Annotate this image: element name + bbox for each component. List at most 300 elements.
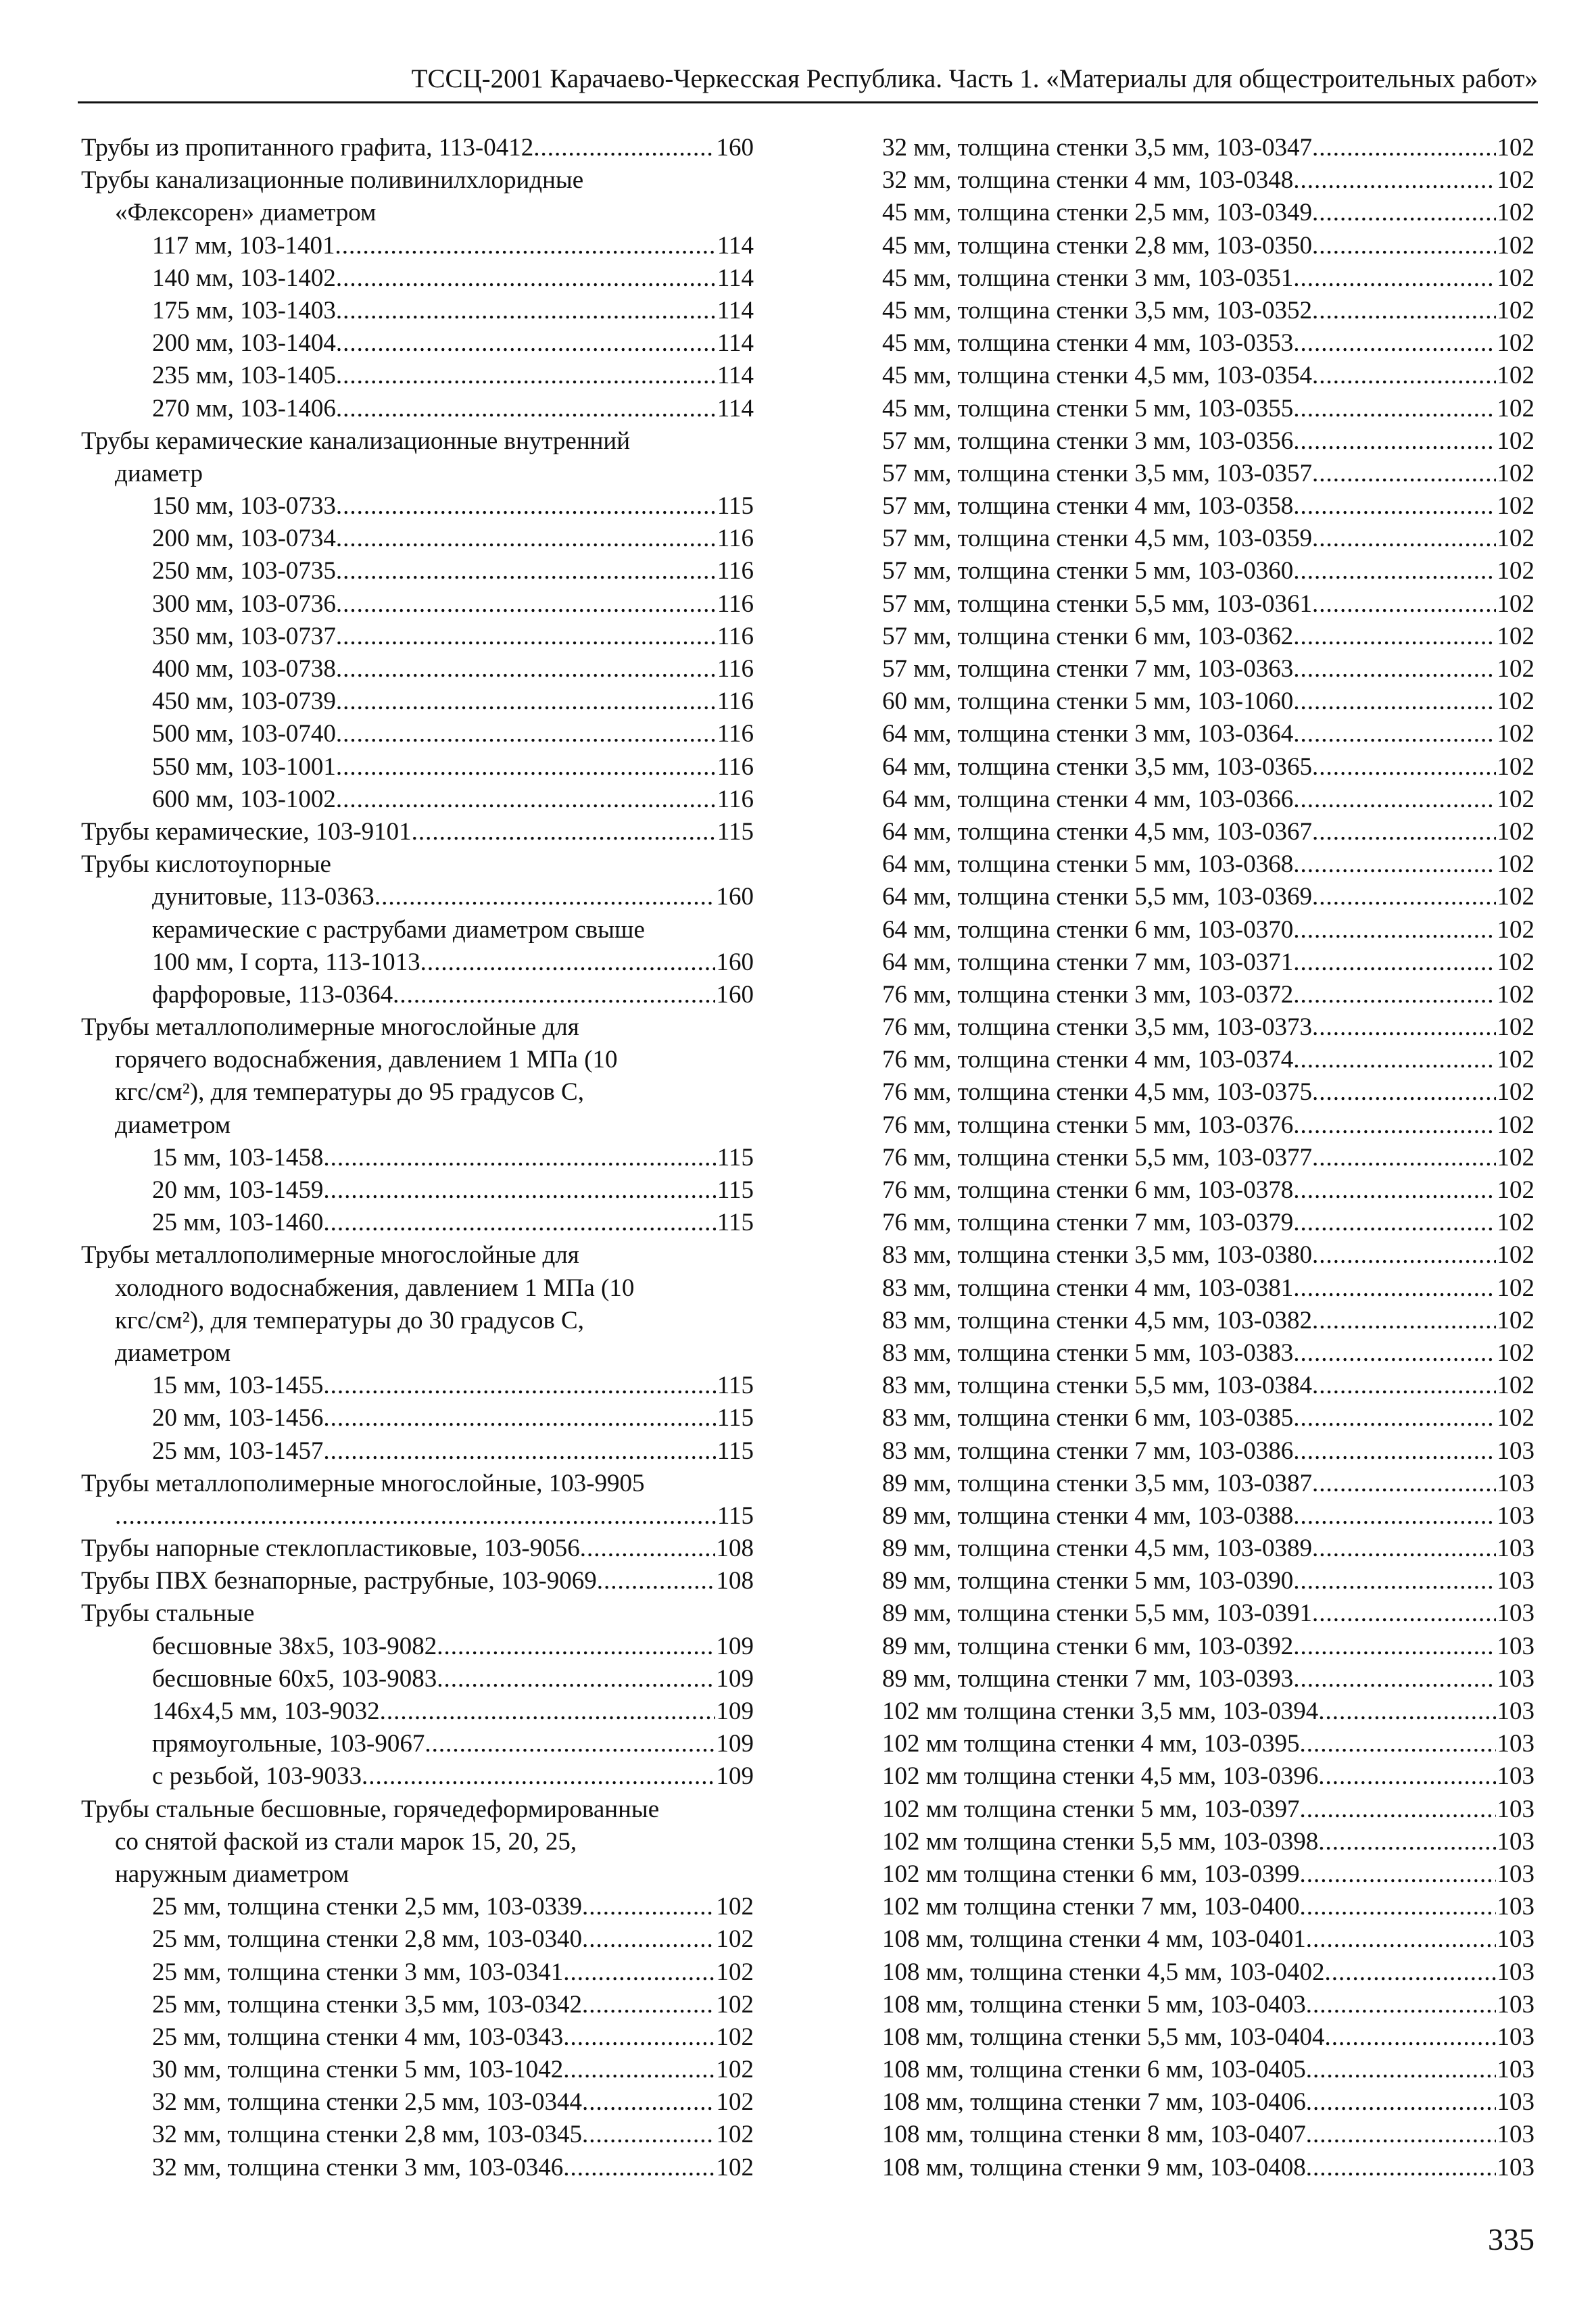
dot-leader <box>323 1207 715 1239</box>
entry-page: 102 <box>1497 459 1534 487</box>
index-entry <box>882 1305 1534 1337</box>
index-entry <box>81 197 754 229</box>
page-number: 335 <box>1488 2222 1534 2257</box>
dot-leader <box>1293 490 1495 523</box>
index-entry <box>882 1174 1534 1207</box>
entry-text: 57 мм, толщина стенки 3,5 мм, 103-0357 <box>882 459 1312 487</box>
entry-text: 270 мм, 103-1406 <box>152 394 336 423</box>
index-entry <box>81 914 754 946</box>
index-entry <box>81 1565 754 1597</box>
dot-leader <box>1312 1239 1496 1272</box>
dot-leader <box>580 1533 715 1565</box>
entry-text: 450 мм, 103-0739 <box>152 687 336 716</box>
entry-text: 57 мм, толщина стенки 5 мм, 103-0360 <box>882 557 1294 585</box>
index-entry <box>81 1239 754 1272</box>
entry-text: 350 мм, 103-0737 <box>152 622 336 650</box>
entry-text: 64 мм, толщина стенки 4,5 мм, 103-0367 <box>882 817 1312 846</box>
entry-page: 115 <box>717 1372 754 1400</box>
dot-leader <box>1312 1305 1496 1337</box>
dot-leader <box>362 1760 715 1793</box>
entry-text: 64 мм, толщина стенки 3 мм, 103-0364 <box>882 720 1294 748</box>
dot-leader <box>323 1370 715 1402</box>
entry-page: 102 <box>1497 362 1534 390</box>
index-entry <box>882 295 1534 327</box>
index-entry <box>81 1533 754 1565</box>
index-entry <box>81 1207 754 1239</box>
index-entry <box>81 621 754 653</box>
entry-text: 25 мм, толщина стенки 4 мм, 103-0343 <box>152 2023 564 2051</box>
entry-page: 114 <box>717 362 754 390</box>
index-entry <box>81 718 754 750</box>
entry-text: 108 мм, толщина стенки 8 мм, 103-0407 <box>882 2121 1306 2149</box>
entry-text: наружным диаметром <box>115 1860 349 1888</box>
index-entry <box>81 1826 754 1858</box>
index-entry <box>882 685 1534 718</box>
index-entry <box>882 783 1534 816</box>
entry-text: 76 мм, толщина стенки 4 мм, 103-0374 <box>882 1046 1294 1074</box>
entry-text: 100 мм, I сорта, 113-1013 <box>152 948 420 976</box>
index-entry <box>81 295 754 327</box>
entry-page: 102 <box>1497 1306 1534 1334</box>
entry-page: 102 <box>716 2088 754 2117</box>
entry-page: 115 <box>717 1176 754 1204</box>
entry-text: 108 мм, толщина стенки 7 мм, 103-0406 <box>882 2088 1306 2117</box>
entry-page: 102 <box>1497 329 1534 358</box>
entry-text: 102 мм толщина стенки 7 мм, 103-0400 <box>882 1893 1300 1921</box>
index-entry <box>81 816 754 848</box>
entry-text: Трубы ПВХ безнапорные, раструбные, 103-9069 <box>81 1567 597 1595</box>
entry-page: 102 <box>1497 1013 1534 1042</box>
index-entry <box>882 230 1534 262</box>
entry-text: 200 мм, 103-0734 <box>152 525 336 553</box>
dot-leader <box>1293 783 1495 816</box>
dot-leader <box>1293 262 1495 295</box>
dot-leader <box>533 132 715 164</box>
index-entry <box>882 588 1534 621</box>
dot-leader <box>1306 2152 1496 2184</box>
entry-text: 89 мм, толщина стенки 4,5 мм, 103-0389 <box>882 1535 1312 1563</box>
index-entry <box>81 2054 754 2086</box>
index-entry <box>882 1793 1534 1826</box>
index-entry <box>882 1826 1534 1858</box>
dot-leader <box>1312 230 1496 262</box>
index-entry <box>81 1989 754 2021</box>
entry-text: Трубы из пропитанного графита, 113-0412 <box>81 134 534 162</box>
entry-text: 300 мм, 103-0736 <box>152 589 336 618</box>
dot-leader <box>1312 360 1496 392</box>
index-entry <box>81 1109 754 1142</box>
entry-page: 102 <box>1497 199 1534 227</box>
dot-leader <box>336 523 716 555</box>
entry-text: 32 мм, толщина стенки 3,5 мм, 103-0347 <box>882 134 1312 162</box>
index-entry <box>81 1076 754 1109</box>
index-entry <box>81 1337 754 1370</box>
entry-text: диаметром <box>115 1111 231 1139</box>
entry-text: 150 мм, 103-0733 <box>152 492 336 521</box>
dot-leader <box>335 230 716 262</box>
entry-page: 102 <box>1497 1046 1534 1074</box>
entry-page: 103 <box>1497 2056 1534 2084</box>
entry-page: 102 <box>1497 1209 1534 1237</box>
index-entry <box>882 393 1534 425</box>
entry-text: 25 мм, толщина стенки 2,8 мм, 103-0340 <box>152 1925 582 1954</box>
dot-leader <box>336 295 716 327</box>
dot-leader <box>1312 1533 1496 1565</box>
entry-text: 500 мм, 103-0740 <box>152 720 336 748</box>
dot-leader <box>1312 132 1496 164</box>
entry-page: 102 <box>1497 785 1534 813</box>
dot-leader <box>336 718 716 750</box>
dot-leader <box>1293 1402 1495 1434</box>
index-entry <box>81 2021 754 2054</box>
index-entry <box>81 1272 754 1305</box>
index-entry <box>81 1728 754 1760</box>
index-entry <box>882 1631 1534 1663</box>
index-entry <box>81 523 754 555</box>
entry-text: 64 мм, толщина стенки 6 мм, 103-0370 <box>882 915 1294 944</box>
entry-page: 116 <box>717 752 754 781</box>
index-entry <box>81 1174 754 1207</box>
entry-page: 102 <box>1497 296 1534 324</box>
index-entry <box>882 1337 1534 1370</box>
entry-page: 116 <box>717 589 754 618</box>
entry-page: 102 <box>1497 622 1534 650</box>
entry-page: 103 <box>1497 1730 1534 1758</box>
entry-text: 64 мм, толщина стенки 3,5 мм, 103-0365 <box>882 752 1312 781</box>
dot-leader <box>437 1631 715 1663</box>
entry-page: 103 <box>1497 1795 1534 1823</box>
dot-leader <box>1300 1728 1496 1760</box>
entry-page: 115 <box>717 1143 754 1172</box>
entry-page: 102 <box>716 1893 754 1921</box>
dot-leader <box>1293 1174 1495 1207</box>
index-entry <box>81 783 754 816</box>
entry-page: 102 <box>1497 1143 1534 1172</box>
index-entry <box>81 1858 754 1891</box>
entry-page: 102 <box>1497 492 1534 521</box>
entry-text: Трубы металлополимерные многослойные, 103-9905 <box>81 1469 645 1497</box>
index-entry <box>882 1500 1534 1533</box>
entry-text: 102 мм толщина стенки 5,5 мм, 103-0398 <box>882 1827 1319 1856</box>
entry-text: 83 мм, толщина стенки 5 мм, 103-0383 <box>882 1338 1294 1367</box>
entry-page: 102 <box>1497 1274 1534 1302</box>
dot-leader <box>1312 1142 1496 1174</box>
entry-page: 102 <box>716 2056 754 2084</box>
dot-leader <box>336 685 716 718</box>
dot-leader <box>1318 1760 1495 1793</box>
dot-leader <box>336 360 716 392</box>
entry-page: 103 <box>1497 1958 1534 1986</box>
index-entry <box>882 1076 1534 1109</box>
entry-page: 102 <box>1497 166 1534 195</box>
entry-text: 108 мм, толщина стенки 4 мм, 103-0401 <box>882 1925 1306 1954</box>
index-entry <box>882 2152 1534 2184</box>
dot-leader <box>336 751 716 783</box>
entry-page: 102 <box>716 1990 754 2019</box>
entry-text: кгс/см²), для температуры до 30 градусов С, <box>115 1306 584 1334</box>
index-entry <box>81 425 754 458</box>
index-entry <box>882 1760 1534 1793</box>
entry-text: 550 мм, 103-1001 <box>152 752 336 781</box>
index-entry <box>882 1923 1534 1956</box>
entry-page: 108 <box>716 1567 754 1595</box>
dot-leader <box>336 653 716 685</box>
entry-page: 102 <box>1497 883 1534 911</box>
entry-page: 102 <box>1497 752 1534 781</box>
entry-text: 45 мм, толщина стенки 2,8 мм, 103-0350 <box>882 231 1312 260</box>
dot-leader <box>1293 621 1495 653</box>
index-entry <box>81 1370 754 1402</box>
entry-page: 102 <box>1497 948 1534 976</box>
index-entry <box>882 751 1534 783</box>
entry-page: 102 <box>1497 1078 1534 1107</box>
entry-page: 114 <box>717 296 754 324</box>
index-entry <box>882 1989 1534 2021</box>
entry-text: 108 мм, толщина стенки 6 мм, 103-0405 <box>882 2056 1306 2084</box>
dot-leader <box>425 1728 715 1760</box>
dot-leader <box>1293 848 1495 881</box>
index-entry <box>882 621 1534 653</box>
dot-leader <box>1293 555 1495 587</box>
entry-text: 83 мм, толщина стенки 5,5 мм, 103-0384 <box>882 1372 1312 1400</box>
dot-leader <box>1300 1891 1496 1923</box>
index-entry <box>882 262 1534 295</box>
entry-page: 102 <box>1497 264 1534 292</box>
entry-page: 102 <box>1497 1372 1534 1400</box>
dot-leader <box>582 1989 715 2021</box>
index-entry <box>882 132 1534 164</box>
entry-text: 25 мм, толщина стенки 2,5 мм, 103-0339 <box>152 1893 582 1921</box>
index-entry <box>882 1468 1534 1500</box>
index-entry <box>882 1533 1534 1565</box>
entry-text: 15 мм, 103-1458 <box>152 1143 324 1172</box>
entry-page: 102 <box>1497 427 1534 455</box>
entry-text: 60 мм, толщина стенки 5 мм, 103-1060 <box>882 687 1294 716</box>
dot-leader <box>336 490 716 523</box>
entry-text: бесшовные 60х5, 103-9083 <box>152 1664 437 1693</box>
dot-leader <box>1293 946 1495 979</box>
entry-text: 76 мм, толщина стенки 5 мм, 103-0376 <box>882 1111 1294 1139</box>
entry-page: 102 <box>716 1925 754 1954</box>
entry-text: 64 мм, толщина стенки 7 мм, 103-0371 <box>882 948 1294 976</box>
index-entry <box>81 360 754 392</box>
index-entry <box>81 555 754 587</box>
entry-text: 76 мм, толщина стенки 7 мм, 103-0379 <box>882 1209 1294 1237</box>
entry-text: 102 мм толщина стенки 6 мм, 103-0399 <box>882 1860 1300 1888</box>
dot-leader <box>1306 2054 1496 2086</box>
dot-leader <box>336 262 716 295</box>
index-entry <box>882 1695 1534 1728</box>
dot-leader <box>1293 685 1495 718</box>
dot-leader <box>336 555 716 587</box>
entry-page: 109 <box>716 1730 754 1758</box>
entry-page: 103 <box>1497 2153 1534 2181</box>
index-column-left <box>81 132 754 2184</box>
index-entry <box>81 2119 754 2151</box>
entry-text: 45 мм, толщина стенки 5 мм, 103-0355 <box>882 394 1294 423</box>
entry-page: 103 <box>1497 1501 1534 1530</box>
entry-text: 235 мм, 103-1405 <box>152 362 336 390</box>
entry-page: 114 <box>717 264 754 292</box>
index-entry <box>81 1402 754 1434</box>
entry-page: 102 <box>1497 915 1534 944</box>
entry-page: 102 <box>716 1958 754 1986</box>
dot-leader <box>323 1142 715 1174</box>
dot-leader <box>1312 751 1496 783</box>
dot-leader <box>1300 1793 1496 1826</box>
entry-text: Трубы металлополимерные многослойные для <box>81 1013 579 1042</box>
index-entry <box>882 2119 1534 2151</box>
entry-page: 115 <box>717 1437 754 1465</box>
dot-leader <box>380 1695 715 1728</box>
entry-text: керамические с раструбами диаметром свыше <box>152 915 645 944</box>
entry-text: 57 мм, толщина стенки 4,5 мм, 103-0359 <box>882 525 1312 553</box>
index-entry <box>882 1207 1534 1239</box>
entry-page: 116 <box>717 622 754 650</box>
index-entry <box>882 1402 1534 1434</box>
entry-page: 116 <box>717 720 754 748</box>
dot-leader <box>1293 653 1495 685</box>
entry-text: 25 мм, 103-1460 <box>152 1209 324 1237</box>
dot-leader <box>1312 1076 1496 1109</box>
entry-text: фарфоровые, 113-0364 <box>152 980 393 1009</box>
dot-leader <box>336 621 716 653</box>
entry-text: 32 мм, толщина стенки 3 мм, 103-0346 <box>152 2153 564 2181</box>
index-entry <box>81 1891 754 1923</box>
index-entry <box>81 1044 754 1076</box>
dot-leader <box>1312 523 1496 555</box>
index-entry <box>882 848 1534 881</box>
index-column-right <box>882 132 1534 2184</box>
entry-text: 15 мм, 103-1455 <box>152 1372 324 1400</box>
entry-text: 83 мм, толщина стенки 3,5 мм, 103-0380 <box>882 1241 1312 1270</box>
index-entry <box>81 751 754 783</box>
entry-text: 45 мм, толщина стенки 3,5 мм, 103-0352 <box>882 296 1312 324</box>
entry-page: 109 <box>716 1762 754 1791</box>
index-entry <box>81 1663 754 1695</box>
entry-text: 25 мм, толщина стенки 3,5 мм, 103-0342 <box>152 1990 582 2019</box>
entry-text: 64 мм, толщина стенки 5,5 мм, 103-0369 <box>882 883 1312 911</box>
index-entry <box>882 1565 1534 1597</box>
entry-text: 89 мм, толщина стенки 4 мм, 103-0388 <box>882 1501 1294 1530</box>
entry-page: 103 <box>1497 1762 1534 1791</box>
index-entry <box>882 360 1534 392</box>
entry-text: 83 мм, толщина стенки 4,5 мм, 103-0382 <box>882 1306 1312 1334</box>
entry-page: 103 <box>1497 1990 1534 2019</box>
index-entry <box>81 327 754 360</box>
entry-page: 114 <box>717 231 754 260</box>
index-entry <box>882 1728 1534 1760</box>
dot-leader <box>1293 1272 1495 1305</box>
index-entry <box>81 1923 754 1956</box>
entry-text: 89 мм, толщина стенки 5,5 мм, 103-0391 <box>882 1599 1312 1628</box>
dot-leader <box>336 393 716 425</box>
dot-leader <box>1293 914 1495 946</box>
index-entry <box>882 2021 1534 2054</box>
entry-page: 103 <box>1497 1860 1534 1888</box>
index-entry <box>882 2086 1534 2119</box>
dot-leader <box>1312 588 1496 621</box>
entry-text: диаметром <box>115 1338 231 1367</box>
entry-text: 102 мм толщина стенки 5 мм, 103-0397 <box>882 1795 1300 1823</box>
index-entry <box>882 1044 1534 1076</box>
entry-text: 83 мм, толщина стенки 4 мм, 103-0381 <box>882 1274 1294 1302</box>
dot-leader <box>1312 1370 1496 1402</box>
entry-text: 45 мм, толщина стенки 2,5 мм, 103-0349 <box>882 199 1312 227</box>
entry-text: Трубы керамические канализационные внутренний <box>81 427 631 455</box>
entry-text: 30 мм, толщина стенки 5 мм, 103-1042 <box>152 2056 564 2084</box>
index-entry <box>81 393 754 425</box>
index-entry <box>882 1891 1534 1923</box>
index-entry <box>882 555 1534 587</box>
entry-text: Трубы керамические, 103-9101 <box>81 817 412 846</box>
header-rule <box>78 101 1538 103</box>
entry-text: 102 мм толщина стенки 4 мм, 103-0395 <box>882 1730 1300 1758</box>
entry-text: прямоугольные, 103-9067 <box>152 1730 425 1758</box>
entry-page: 102 <box>1497 687 1534 716</box>
entry-text: бесшовные 38х5, 103-9082 <box>152 1632 437 1660</box>
dot-leader <box>336 327 716 360</box>
dot-leader <box>563 1956 715 1989</box>
index-entry <box>81 2152 754 2184</box>
entry-page: 115 <box>717 817 754 846</box>
index-entry <box>882 327 1534 360</box>
entry-page: 115 <box>717 492 754 521</box>
index-entry <box>882 197 1534 229</box>
dot-leader <box>563 2021 715 2054</box>
entry-page: 102 <box>1497 1176 1534 1204</box>
entry-text: горячего водоснабжения, давлением 1 МПа (10 <box>115 1046 618 1074</box>
entry-page: 103 <box>1497 1469 1534 1497</box>
entry-page: 160 <box>716 883 754 911</box>
entry-text: 20 мм, 103-1456 <box>152 1404 324 1432</box>
index-entry <box>882 1142 1534 1174</box>
entry-text: 600 мм, 103-1002 <box>152 785 336 813</box>
dot-leader <box>1293 718 1495 750</box>
index-entry <box>81 230 754 262</box>
entry-text: 45 мм, толщина стенки 3 мм, 103-0351 <box>882 264 1294 292</box>
index-entry <box>81 653 754 685</box>
entry-text: Трубы металлополимерные многослойные для <box>81 1241 579 1270</box>
entry-page: 103 <box>1497 1925 1534 1954</box>
dot-leader <box>1312 458 1496 490</box>
entry-text: 64 мм, толщина стенки 4 мм, 103-0366 <box>882 785 1294 813</box>
entry-text: 140 мм, 103-1402 <box>152 264 336 292</box>
entry-page: 109 <box>716 1664 754 1693</box>
index-entry <box>81 458 754 490</box>
entry-text: 57 мм, толщина стенки 3 мм, 103-0356 <box>882 427 1294 455</box>
dot-leader <box>1293 1207 1495 1239</box>
dot-leader <box>1312 816 1496 848</box>
dot-leader <box>1293 327 1495 360</box>
entry-page: 102 <box>1497 134 1534 162</box>
index-entry <box>81 1695 754 1728</box>
entry-text: 45 мм, толщина стенки 4,5 мм, 103-0354 <box>882 362 1312 390</box>
entry-text: 83 мм, толщина стенки 7 мм, 103-0386 <box>882 1437 1294 1465</box>
entry-text: 83 мм, толщина стенки 6 мм, 103-0385 <box>882 1404 1294 1432</box>
entry-page: 103 <box>1497 1535 1534 1563</box>
entry-text: 89 мм, толщина стенки 6 мм, 103-0392 <box>882 1632 1294 1660</box>
index-entry <box>882 1239 1534 1272</box>
index-entry <box>882 979 1534 1011</box>
entry-text: 117 мм, 103-1401 <box>152 231 335 260</box>
entry-page: 102 <box>1497 1241 1534 1270</box>
dot-leader <box>1293 1663 1495 1695</box>
dot-leader <box>1325 1956 1496 1989</box>
entry-text: Трубы напорные стеклопластиковые, 103-9056 <box>81 1535 580 1563</box>
entry-text: 89 мм, толщина стенки 7 мм, 103-0393 <box>882 1664 1294 1693</box>
entry-page: 103 <box>1497 1893 1534 1921</box>
